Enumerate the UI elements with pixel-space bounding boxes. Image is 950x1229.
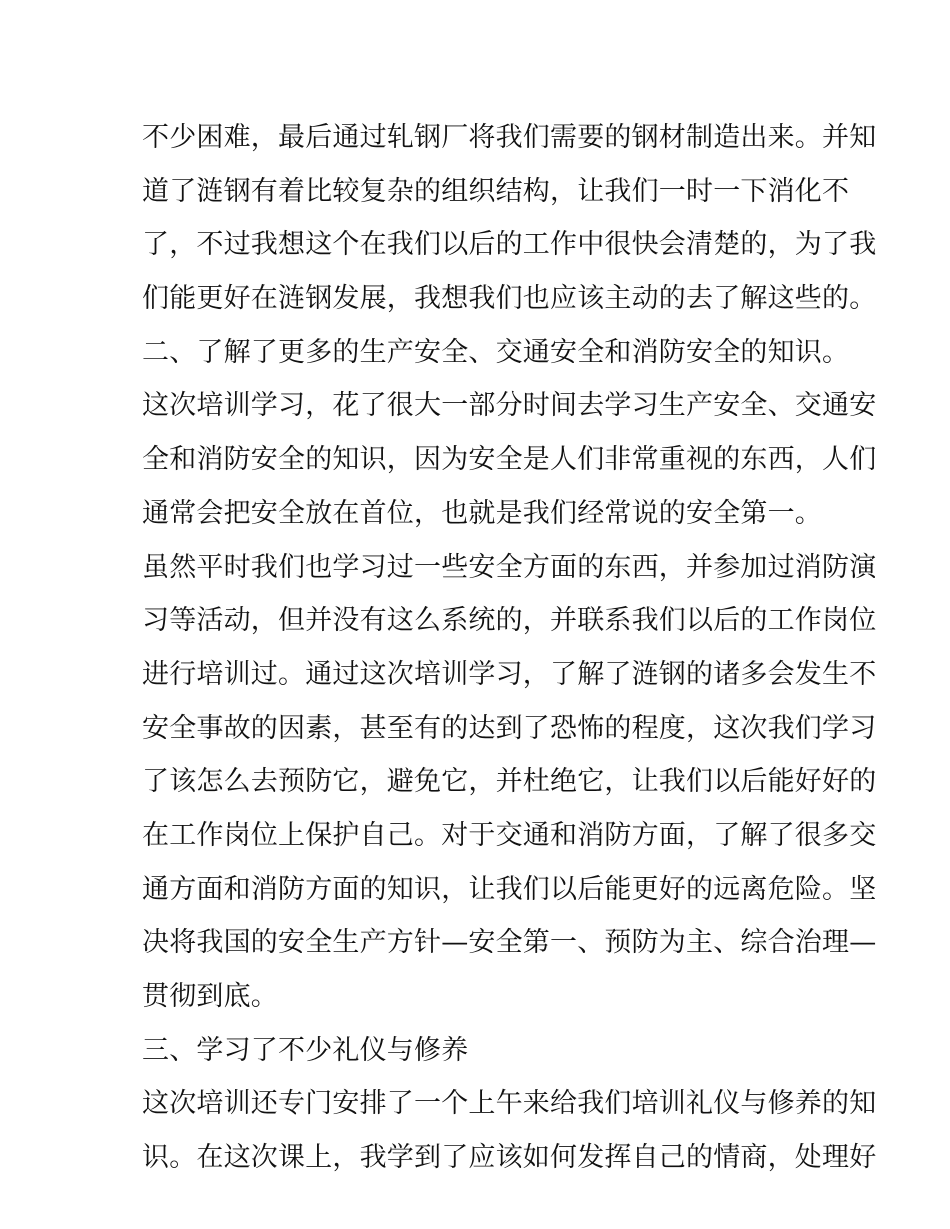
text-line: 通方面和消防方面的知识，让我们以后能更好的远离危险。坚 <box>142 873 877 905</box>
text-line: 这次培训还专门安排了一个上午来给我们培训礼仪与修养的知 <box>142 1088 877 1120</box>
document-body <box>142 111 877 1185</box>
text-line: 通常会把安全放在首位，也就是我们经常说的安全第一。 <box>142 497 822 529</box>
section-heading: 二、了解了更多的生产安全、交通安全和消防安全的知识。 <box>142 336 850 368</box>
text-line: 习等活动，但并没有这么系统的，并联系我们以后的工作岗位 <box>142 605 877 637</box>
text-line: 道了涟钢有着比较复杂的组织结构，让我们一时一下消化不 <box>142 175 850 207</box>
text-line: 进行培训过。通过这次培训学习，了解了涟钢的诸多会发生不 <box>142 658 877 690</box>
text-line: 安全事故的因素，甚至有的达到了恐怖的程度，这次我们学习 <box>142 712 877 744</box>
text-line: 了，不过我想这个在我们以后的工作中很快会清楚的，为了我 <box>142 229 877 261</box>
text-line: 了该怎么去预防它，避免它，并杜绝它，让我们以后能好好的 <box>142 766 877 798</box>
text-line: 们能更好在涟钢发展，我想我们也应该主动的去了解这些的。 <box>142 283 877 315</box>
text-line: 识。在这次课上，我学到了应该如何发挥自己的情商，处理好 <box>142 1142 877 1174</box>
section-heading: 三、学习了不少礼仪与修养 <box>142 1034 469 1066</box>
text-line: 贯彻到底。 <box>142 981 278 1012</box>
text-line: 全和消防安全的知识，因为安全是人们非常重视的东西，人们 <box>142 444 877 476</box>
text-line: 这次培训学习，花了很大一部分时间去学习生产安全、交通安 <box>142 390 877 422</box>
text-line: 虽然平时我们也学习过一些安全方面的东西，并参加过消防演 <box>142 551 877 583</box>
text-line: 决将我国的安全生产方针—安全第一、预防为主、综合治理— <box>142 927 877 959</box>
text-line: 在工作岗位上保护自己。对于交通和消防方面，了解了很多交 <box>142 819 877 851</box>
text-line: 不少困难，最后通过轧钢厂将我们需要的钢材制造出来。并知 <box>142 122 877 153</box>
